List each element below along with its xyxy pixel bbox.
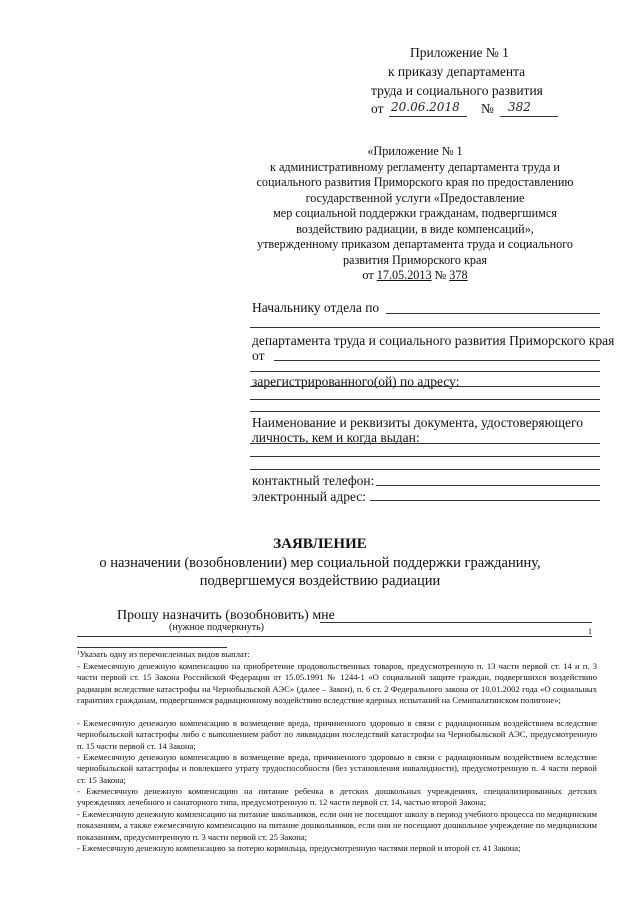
appendix2-title: «Приложение № 1 (367, 144, 463, 158)
request-field[interactable] (320, 622, 592, 623)
footnote-item: - Ежемесячную денежную компенсацию на питание ребенка в детских дошкольных учреждениях, специализированных детских учреждениях лечебного и санаторного типа, предусмотренную п. 12 части первой ст. 14, частью второй Закона; (77, 786, 597, 808)
id-doc-label-1: Наименование и реквизиты документа, удостоверяющего (252, 415, 583, 430)
head-of-dept-label: Начальнику отдела по (252, 300, 380, 315)
footnote-intro: ¹Указать одну из перечисленных видов выплат: (77, 649, 250, 659)
appendix2-line: воздействию радиации, в виде компенсаций», (296, 221, 534, 236)
head-of-dept-field-2[interactable] (250, 327, 600, 328)
number-underline (500, 116, 558, 117)
footnote-item: - Ежемесячную денежную компенсацию в возмещение вреда, причиненного здоровью в связи с радиационным воздействием вследствие чернобыльской катастрофы и повлекшего утрату трудоспособности (без установления инвалидности), предусмотренную п. 4 части первой ст. 15 Закона; (77, 752, 597, 785)
appendix2-line: утвержденному приказом департамента труда и социального (256, 237, 574, 251)
appendix2-block (240, 144, 590, 284)
id-doc-field-2[interactable] (250, 456, 600, 457)
appendix2-line: к административному регламенту департамента труда и (270, 159, 560, 174)
from-field[interactable] (274, 360, 600, 361)
handwritten-number: 382 (508, 100, 531, 114)
address-field-3[interactable] (250, 411, 600, 412)
appendix2-line: мер социальной поддержки гражданам, подвергшимся (273, 206, 557, 220)
head-of-dept-field[interactable] (386, 313, 600, 314)
footnote-item: - Ежемесячную денежную компенсацию на приобретение продовольственных товаров, предусмотренную п. 13 части первой ст. 14 и п. 3 части первой ст. 15 Закона Российской Федерации от 15.05.1991 № 1244-1 «О социальной защите граждан, подвергшихся воздействию радиации вследствие катастрофы на Чернобыльской АЭС» (далее – Закон), п. 6 ст. 2 Федерального закона от 10.01.2002 года «О социальных гарантиях гражданам, подвергшимся радиационному воздействию вследствие ядерных испытаний на Семипалатинском полигоне»; (77, 661, 597, 706)
appendix2-line: социального развития Приморского края по предоставлению (256, 175, 574, 189)
id-doc-field[interactable] (250, 443, 600, 444)
request-field-2[interactable] (77, 636, 592, 637)
address-field[interactable] (250, 386, 600, 387)
appendix2-line: государственной услуги «Предоставление (305, 190, 525, 205)
registered-label: зарегистрированного(ой) по адресу: (252, 374, 460, 389)
footnote-divider (77, 647, 227, 648)
footnote-item: - Ежемесячную денежную компенсацию на питание школьников, если они не посещают школу в период учебного процесса по медицинским показаниям, а также ежемесячную компенсацию на питание дошкольников, если они не посещают дошкольное учреждение по медицинским показаниям, предусмотренную п. 3 части первой ст. 25 Закона; (77, 809, 597, 842)
appendix2-date: от 17.05.2013 № 378 (362, 268, 468, 282)
request-hint: (нужное подчеркнуть) (169, 622, 264, 633)
request-text: Прошу назначить (возобновить) мне (117, 608, 335, 623)
number-sign: № (481, 101, 494, 116)
phone-field[interactable] (376, 485, 600, 486)
from-label: от (252, 348, 265, 363)
email-field[interactable] (370, 500, 600, 501)
address-field-2[interactable] (250, 399, 600, 400)
id-doc-label-2: личность, кем и когда выдан: (252, 430, 420, 445)
application-subtitle-1: о назначении (возобновлении) мер социальной поддержки гражданину, (99, 555, 541, 571)
footnote-marker: 1 (588, 627, 592, 636)
application-subtitle-2: подвергшемуся воздействию радиации (199, 573, 441, 589)
phone-label: контактный телефон: (252, 473, 375, 488)
appendix1-line3: труда и социального развития (371, 83, 543, 98)
appendix1-line2: к приказу департамента (388, 64, 526, 79)
application-title: ЗАЯВЛЕНИЕ (273, 536, 367, 552)
date-underline (389, 116, 467, 117)
handwritten-date: 20.06.2018 (391, 100, 460, 114)
dept-name-label: департамента труда и социального развития Приморского края (252, 333, 615, 348)
footnote-item: - Ежемесячную денежную компенсацию в возмещение вреда, причиненного здоровью в связи с радиационным воздействием вследствие чернобыльской катастрофы либо с выполнением работ по ликвидации последствий катастрофы на Чернобыльской АЭС, предусмотренную п. 15 части первой ст. 14 Закона; (77, 718, 597, 751)
footnote-item: - Ежемесячную денежную компенсацию за потерю кормильца, предусмотренную частями первой и второй ст. 41 Закона; (77, 843, 521, 853)
email-label: электронный адрес: (252, 489, 367, 504)
ot-label: от (371, 101, 384, 116)
id-doc-field-3[interactable] (250, 469, 600, 470)
from-field-2[interactable] (250, 371, 600, 372)
appendix2-line: развития Приморского края (342, 252, 488, 267)
appendix1-line1: Приложение № 1 (410, 45, 509, 60)
